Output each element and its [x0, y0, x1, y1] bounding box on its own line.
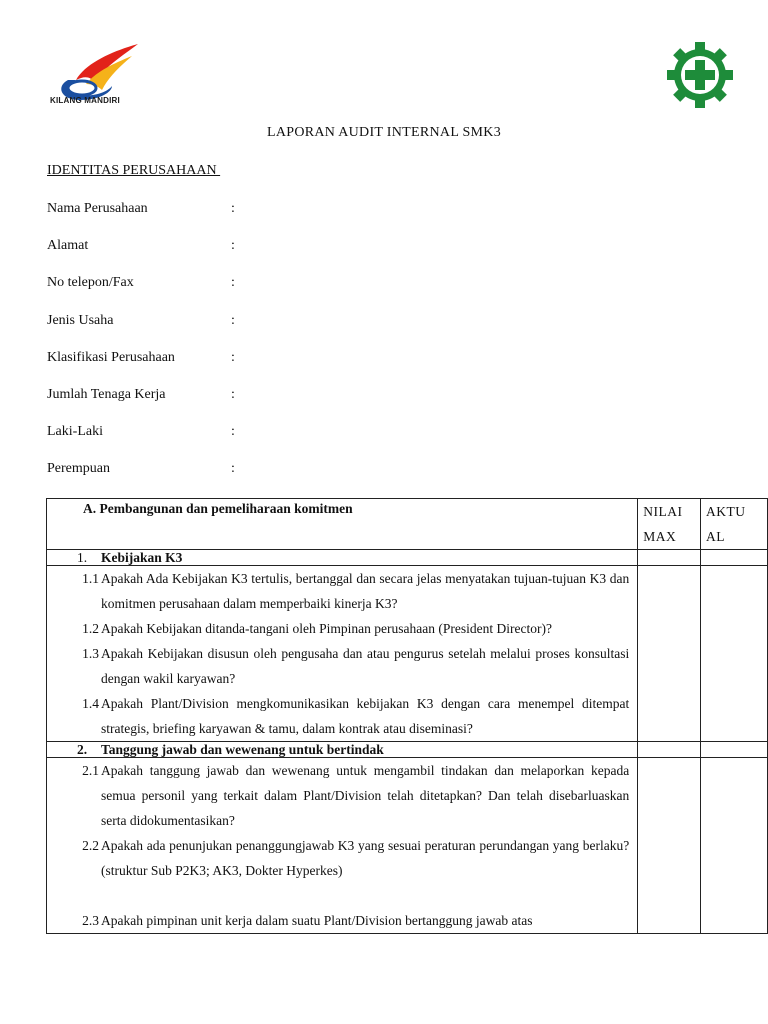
field-label: No telepon/Fax: [47, 275, 134, 290]
item-number: 1.1: [82, 571, 99, 586]
group-title: Tanggung jawab dan wewenang untuk bertindak: [101, 742, 384, 757]
item-text: Apakah Plant/Division mengkomunikasikan kebijakan K3 dengan cara menempel ditempat strategis, briefing karyawan & tamu, dalam kontrak atau diseminasi?: [101, 696, 630, 736]
list-item: [47, 691, 637, 741]
item-text: Apakah tanggung jawab dan wewenang untuk mengambil tindakan dan melaporkan kepada semua personil yang terkait dalam Plant/Division telah ditetapkan? Dan telah disebarluaskan serta didokumentasikan?: [101, 763, 630, 828]
field-value[interactable]: :: [231, 201, 235, 216]
identity-heading: IDENTITAS PERUSAHAAN: [47, 163, 221, 178]
item-number: 1.3: [82, 646, 99, 661]
item-number: 2.2: [82, 838, 99, 853]
col-aktual-line1: AKTU: [706, 504, 746, 519]
aktual-cell[interactable]: [701, 758, 768, 934]
col-nilai-line1: NILAI: [643, 504, 683, 519]
group-title: Kebijakan K3: [101, 550, 183, 565]
list-item: [47, 908, 637, 933]
field-value[interactable]: :: [231, 313, 235, 328]
aktual-cell[interactable]: [701, 566, 768, 742]
nilai-cell[interactable]: [638, 758, 701, 934]
field-label: Laki-Laki: [47, 424, 103, 439]
group-items-row: [47, 758, 768, 934]
item-text: Apakah Kebijakan disusun oleh pengusaha dan atau pengurus setelah melalui proses konsultasi dengan wakil karyawan?: [101, 646, 630, 686]
audit-table: [46, 498, 768, 934]
field-label: Nama Perusahaan: [47, 201, 148, 216]
field-label: Alamat: [47, 238, 89, 253]
field-value[interactable]: :: [231, 238, 235, 253]
field-label: Jenis Usaha: [47, 313, 114, 328]
k3-safety-gear-logo: [660, 42, 740, 108]
list-item: [47, 758, 637, 833]
field-value[interactable]: :: [231, 275, 235, 290]
item-text: Apakah pimpinan unit kerja dalam suatu Plant/Division bertanggung jawab atas: [101, 913, 533, 928]
field-label: Perempuan: [47, 461, 110, 476]
table-header-row: [47, 499, 768, 550]
item-number: 1.4: [82, 696, 99, 711]
field-label: Klasifikasi Perusahaan: [47, 350, 175, 365]
document-title: LAPORAN AUDIT INTERNAL SMK3: [266, 125, 502, 140]
field-value[interactable]: :: [231, 350, 235, 365]
group-number: 1.: [77, 550, 88, 565]
list-item: [47, 833, 637, 883]
item-number: 2.1: [82, 763, 99, 778]
item-text: Apakah ada penunjukan penanggungjawab K3 yang sesuai peraturan perundangan yang berlaku? (struktur Sub P2K3; AK3, Dokter Hyperkes): [101, 838, 630, 878]
list-item: [47, 566, 637, 616]
field-value[interactable]: :: [231, 461, 235, 476]
col-aktual-line2: AL: [706, 529, 726, 544]
item-number: 1.2: [82, 621, 99, 636]
field-value[interactable]: :: [231, 424, 235, 439]
nilai-cell[interactable]: [638, 566, 701, 742]
logo-caption: KILANG MANDIRI: [50, 96, 120, 105]
item-number: 2.3: [82, 913, 99, 928]
col-nilai-line2: MAX: [643, 529, 677, 544]
item-text: Apakah Ada Kebijakan K3 tertulis, bertanggal dan secara jelas menyatakan tujuan-tujuan K3 dan komitmen perusahaan dalam memperbaiki kinerja K3?: [101, 571, 630, 611]
section-title: A. Pembangunan dan pemeliharaan komitmen: [83, 501, 353, 516]
group-items-row: [47, 566, 768, 742]
item-text: Apakah Kebijakan ditanda-tangani oleh Pimpinan perusahaan (President Director)?: [101, 621, 552, 636]
group-header-row: [47, 550, 768, 566]
field-label: Jumlah Tenaga Kerja: [47, 387, 166, 402]
field-value[interactable]: :: [231, 387, 235, 402]
list-item: [47, 616, 637, 641]
group-number: 2.: [77, 742, 88, 757]
group-header-row: [47, 742, 768, 758]
list-item: [47, 641, 637, 691]
